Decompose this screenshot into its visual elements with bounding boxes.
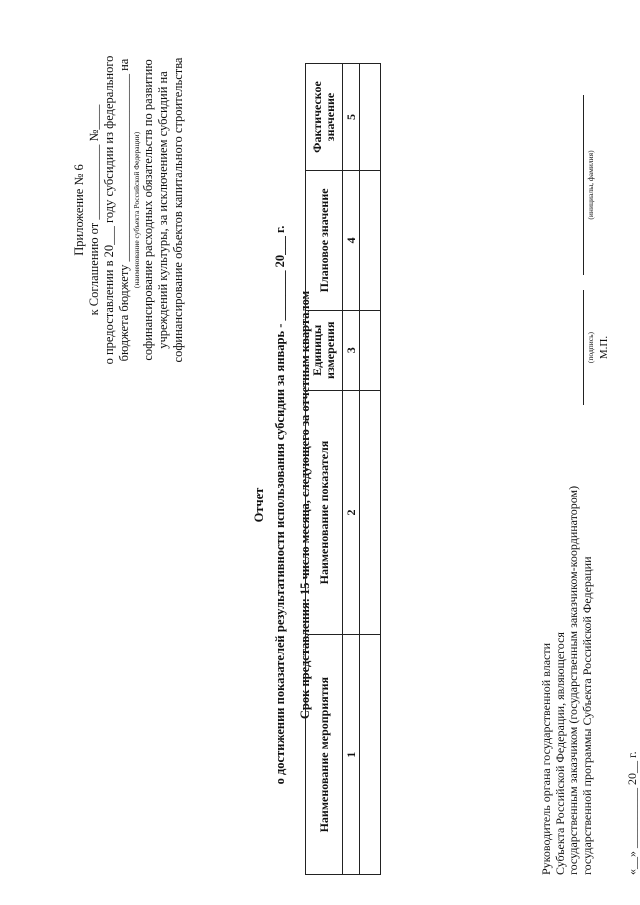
header-units: Единицы измерения: [306, 310, 343, 390]
signatory-block: [540, 486, 594, 875]
column-number-1: 1: [343, 635, 360, 875]
table-cell[interactable]: [360, 390, 381, 635]
appendix-subject-caption: (наименование субъекта Российской Федерации): [132, 131, 141, 289]
header-event-name: Наименование мероприятия: [306, 635, 343, 875]
header-indicator-name: Наименование показателя: [306, 390, 343, 635]
appendix-line-3: бюджета бюджету ______________________________ на: [117, 58, 131, 362]
appendix-header: [72, 55, 186, 365]
table-cell[interactable]: [360, 64, 381, 171]
name-line: [583, 95, 584, 275]
indicators-table: [305, 63, 381, 875]
report-deadline: Срок представления: 15 число месяца, следующего за отчетным кварталом: [298, 290, 312, 720]
signatory-line-1: Руководитель органа государственной власти: [539, 642, 553, 875]
header-planned-value: Плановое значение: [306, 170, 343, 310]
report-title: Отчет: [252, 487, 266, 523]
signatory-line-4: государственной программы Субъекта Российской Федерации: [579, 556, 594, 875]
column-number-4: 4: [343, 170, 360, 310]
table-cell[interactable]: [360, 170, 381, 310]
signature-line: [583, 290, 584, 405]
column-number-5: 5: [343, 64, 360, 171]
date-line: «__» __________ 20__ г.: [625, 751, 639, 875]
table-number-row: [343, 64, 360, 875]
report-title-block: [252, 185, 313, 825]
signature-caption: (подпись): [586, 331, 595, 364]
appendix-title: Приложение № 6: [72, 164, 86, 256]
column-number-3: 3: [343, 310, 360, 390]
report-subtitle: о достижении показателей результативности использования субсидии за январь - ________ 20___ г.: [273, 225, 287, 785]
signatory-line-3: государственным заказчиком (государственным заказчиком-координатором): [566, 485, 580, 875]
table-empty-row: [360, 64, 381, 875]
signatory-line-2: Субъекта Российской Федерации, являющегося: [552, 632, 567, 875]
appendix-line-2: о предоставлении в 20___ году субсидии из федерального: [102, 55, 116, 365]
header-actual-value: Фактическое значение: [306, 64, 343, 171]
name-caption: (инициалы, фамилия): [586, 150, 595, 220]
table-header-row: [306, 64, 343, 875]
appendix-line-5: учреждений культуры, за исключением субсидий на: [156, 71, 170, 349]
column-number-2: 2: [343, 390, 360, 635]
appendix-line-1: к Соглашению от ____________ №____: [87, 104, 101, 316]
table-cell[interactable]: [360, 310, 381, 390]
table-cell[interactable]: [360, 635, 381, 875]
appendix-line-6: софинансирование объектов капитального строительства: [171, 57, 185, 363]
signature-area: [555, 85, 615, 405]
appendix-line-4: софинансирование расходных обязательств по развитию: [141, 59, 155, 361]
stamp-label: М.П.: [598, 335, 610, 360]
